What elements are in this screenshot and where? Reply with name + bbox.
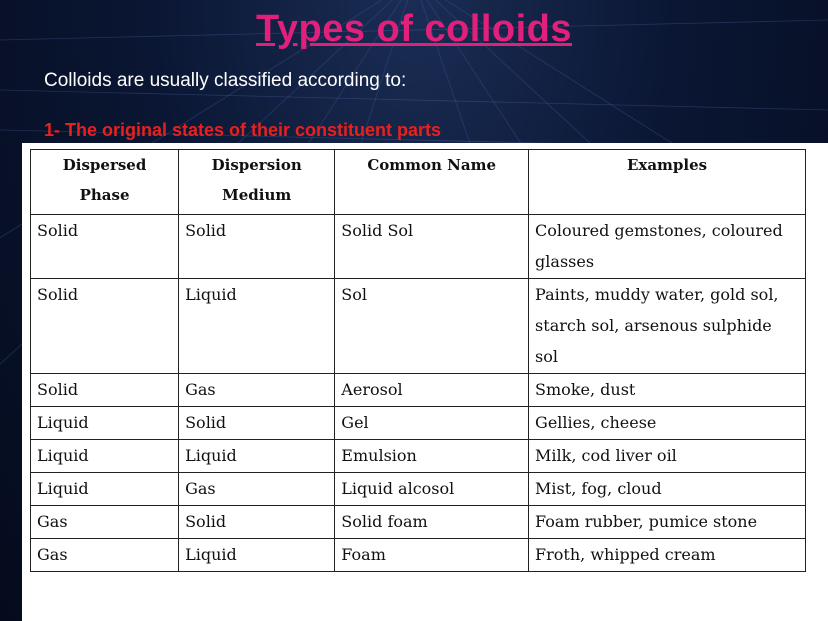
header-examples: Examples — [529, 150, 806, 215]
cell-dispersion-medium: Gas — [179, 473, 335, 506]
cell-examples: Milk, cod liver oil — [529, 440, 806, 473]
table-row — [31, 374, 806, 407]
table-row — [31, 539, 806, 572]
table-header-row — [31, 150, 806, 215]
cell-dispersion-medium: Solid — [179, 407, 335, 440]
cell-common-name: Solid Sol — [335, 215, 529, 279]
table-row — [31, 473, 806, 506]
cell-common-name: Sol — [335, 279, 529, 374]
header-dispersed-phase: Dispersed Phase — [31, 150, 179, 215]
cell-examples: Smoke, dust — [529, 374, 806, 407]
cell-common-name: Foam — [335, 539, 529, 572]
cell-dispersion-medium: Gas — [179, 374, 335, 407]
slide-title: Types of colloids — [255, 8, 573, 50]
cell-dispersed-phase: Gas — [31, 539, 179, 572]
cell-common-name: Emulsion — [335, 440, 529, 473]
cell-examples: Gellies, cheese — [529, 407, 806, 440]
table-row — [31, 506, 806, 539]
cell-examples: Foam rubber, pumice stone — [529, 506, 806, 539]
cell-dispersion-medium: Liquid — [179, 440, 335, 473]
cell-common-name: Liquid alcosol — [335, 473, 529, 506]
cell-dispersion-medium: Liquid — [179, 539, 335, 572]
cell-examples: Froth, whipped cream — [529, 539, 806, 572]
cell-dispersion-medium: Liquid — [179, 279, 335, 374]
cell-dispersed-phase: Solid — [31, 279, 179, 374]
cell-common-name: Aerosol — [335, 374, 529, 407]
cell-dispersed-phase: Liquid — [31, 473, 179, 506]
header-common-name: Common Name — [335, 150, 529, 215]
cell-examples: Coloured gemstones, coloured glasses — [529, 215, 806, 279]
cell-dispersed-phase: Solid — [31, 374, 179, 407]
table-row — [31, 279, 806, 374]
cell-dispersion-medium: Solid — [179, 215, 335, 279]
colloid-types-table — [30, 149, 806, 572]
cell-common-name: Gel — [335, 407, 529, 440]
intro-text: Colloids are usually classified according to: — [44, 70, 407, 91]
cell-dispersion-medium: Solid — [179, 506, 335, 539]
cell-dispersed-phase: Gas — [31, 506, 179, 539]
cell-dispersed-phase: Liquid — [31, 407, 179, 440]
section-subheading: 1- The original states of their constituent parts — [44, 120, 442, 140]
colloid-table-panel — [22, 143, 828, 621]
table-row — [31, 215, 806, 279]
header-dispersion-medium: Dispersion Medium — [179, 150, 335, 215]
cell-dispersed-phase: Solid — [31, 215, 179, 279]
table-row — [31, 407, 806, 440]
cell-dispersed-phase: Liquid — [31, 440, 179, 473]
table-row — [31, 440, 806, 473]
cell-examples: Mist, fog, cloud — [529, 473, 806, 506]
cell-examples: Paints, muddy water, gold sol, starch sol, arsenous sulphide sol — [529, 279, 806, 374]
cell-common-name: Solid foam — [335, 506, 529, 539]
